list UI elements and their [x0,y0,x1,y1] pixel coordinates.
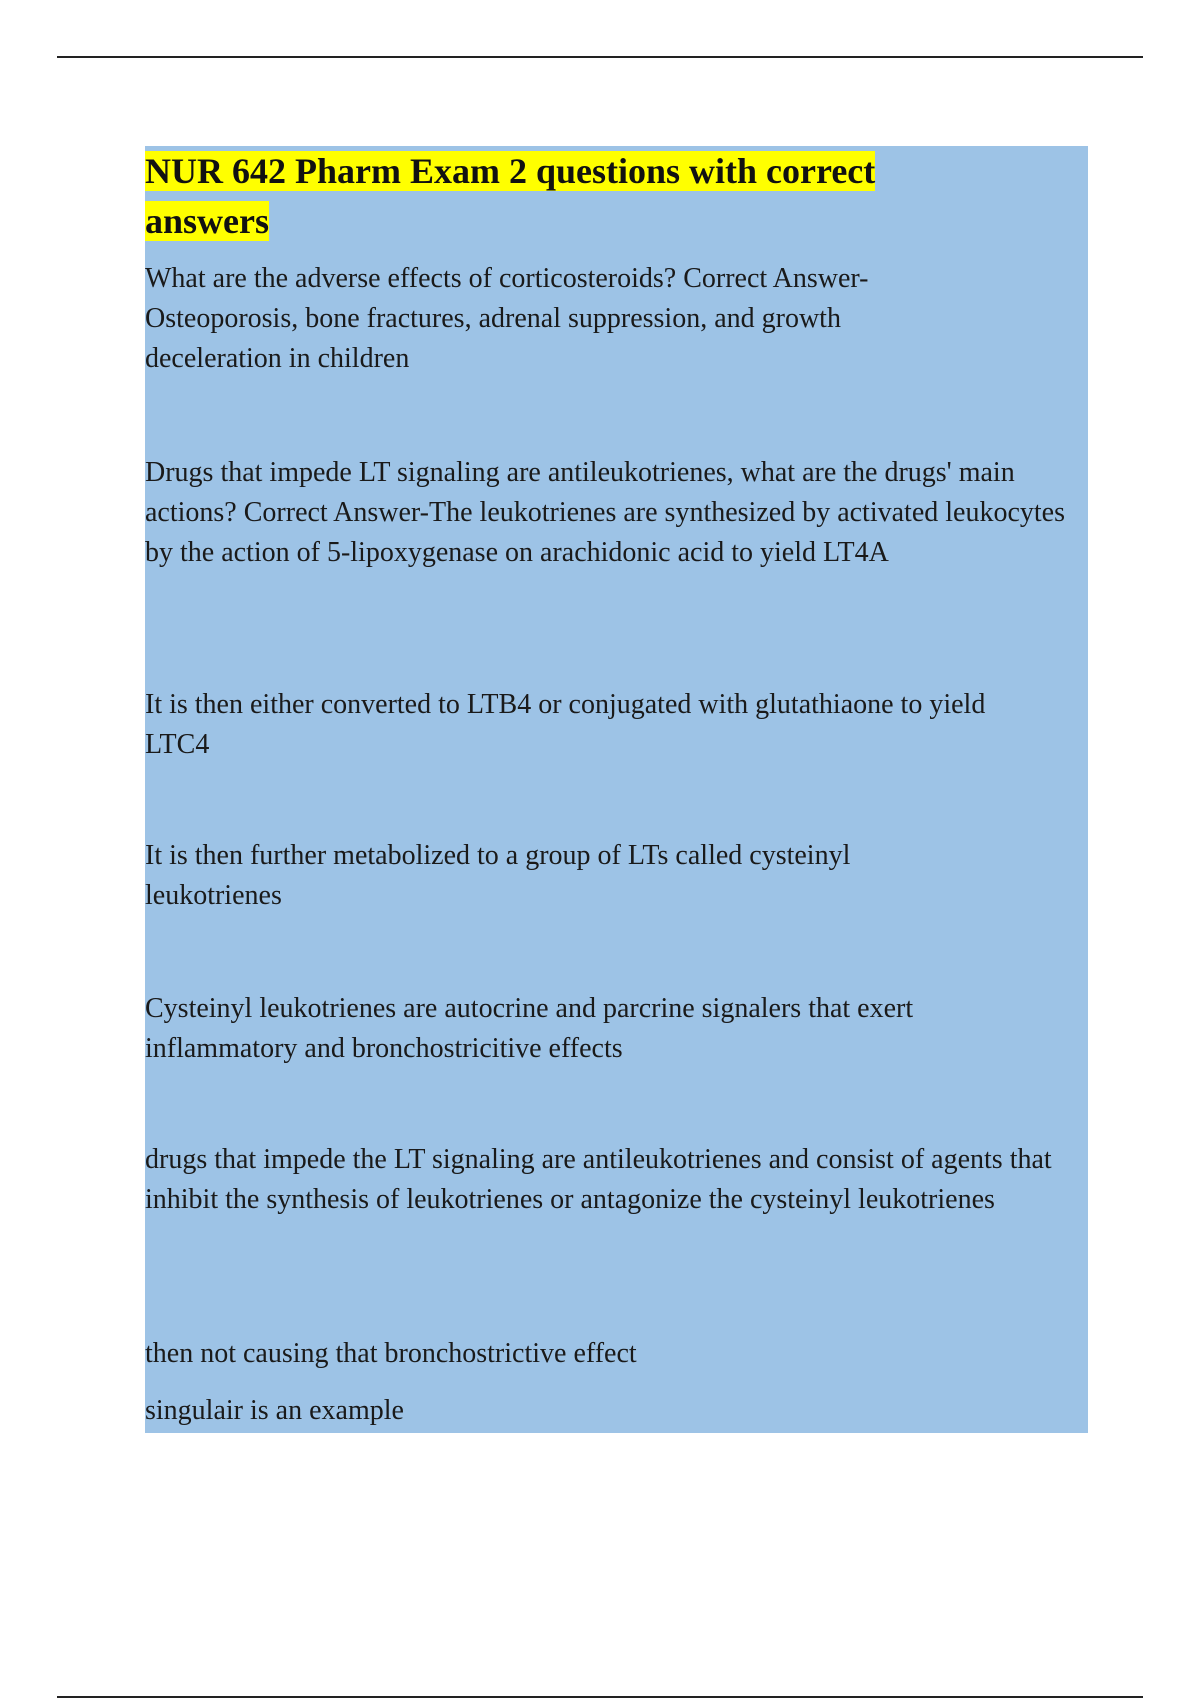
paragraph-antileukotriene-agents: drugs that impede the LT signaling are antileukotrienes and consist of agents that inhibit the synthesis of leukotrienes or antagonize the cysteinyl leukotrienes [145,1144,1052,1215]
paragraph-autocrine-signalers: Cysteinyl leukotrienes are autocrine and parcrine signalers that exert inflammatory and bronchostricitive effects [145,993,914,1064]
document-title [145,146,1005,246]
paragraph-bronchostrictive-effect: then not causing that bronchostrictive effect [145,1338,637,1369]
top-rule [57,56,1143,58]
paragraph-antileukotriene-answer: Drugs that impede LT signaling are antileukotrienes, what are the drugs' main actions? Correct Answer-The leukotrienes are synthesized by activated leukocytes by the action of 5-lipoxygenase on arachidonic acid to yield LT4A [145,457,1065,568]
bottom-rule [57,1696,1143,1698]
paragraph-ltb4-conversion: It is then either converted to LTB4 or conjugated with glutathiaone to yield LTC4 [145,689,986,760]
paragraph-singulair-example: singulair is an example [145,1395,404,1426]
paragraph-cysteinyl-metabolism: It is then further metabolized to a group of LTs called cysteinyl leukotrienes [145,840,851,911]
document-body [145,146,1088,1433]
paragraph-corticosteroid-answer: What are the adverse effects of corticosteroids? Correct Answer-Osteoporosis, bone fractures, adrenal suppression, and growth deceleration in children [145,263,869,374]
title-highlight: NUR 642 Pharm Exam 2 questions with correct answers [145,151,876,241]
